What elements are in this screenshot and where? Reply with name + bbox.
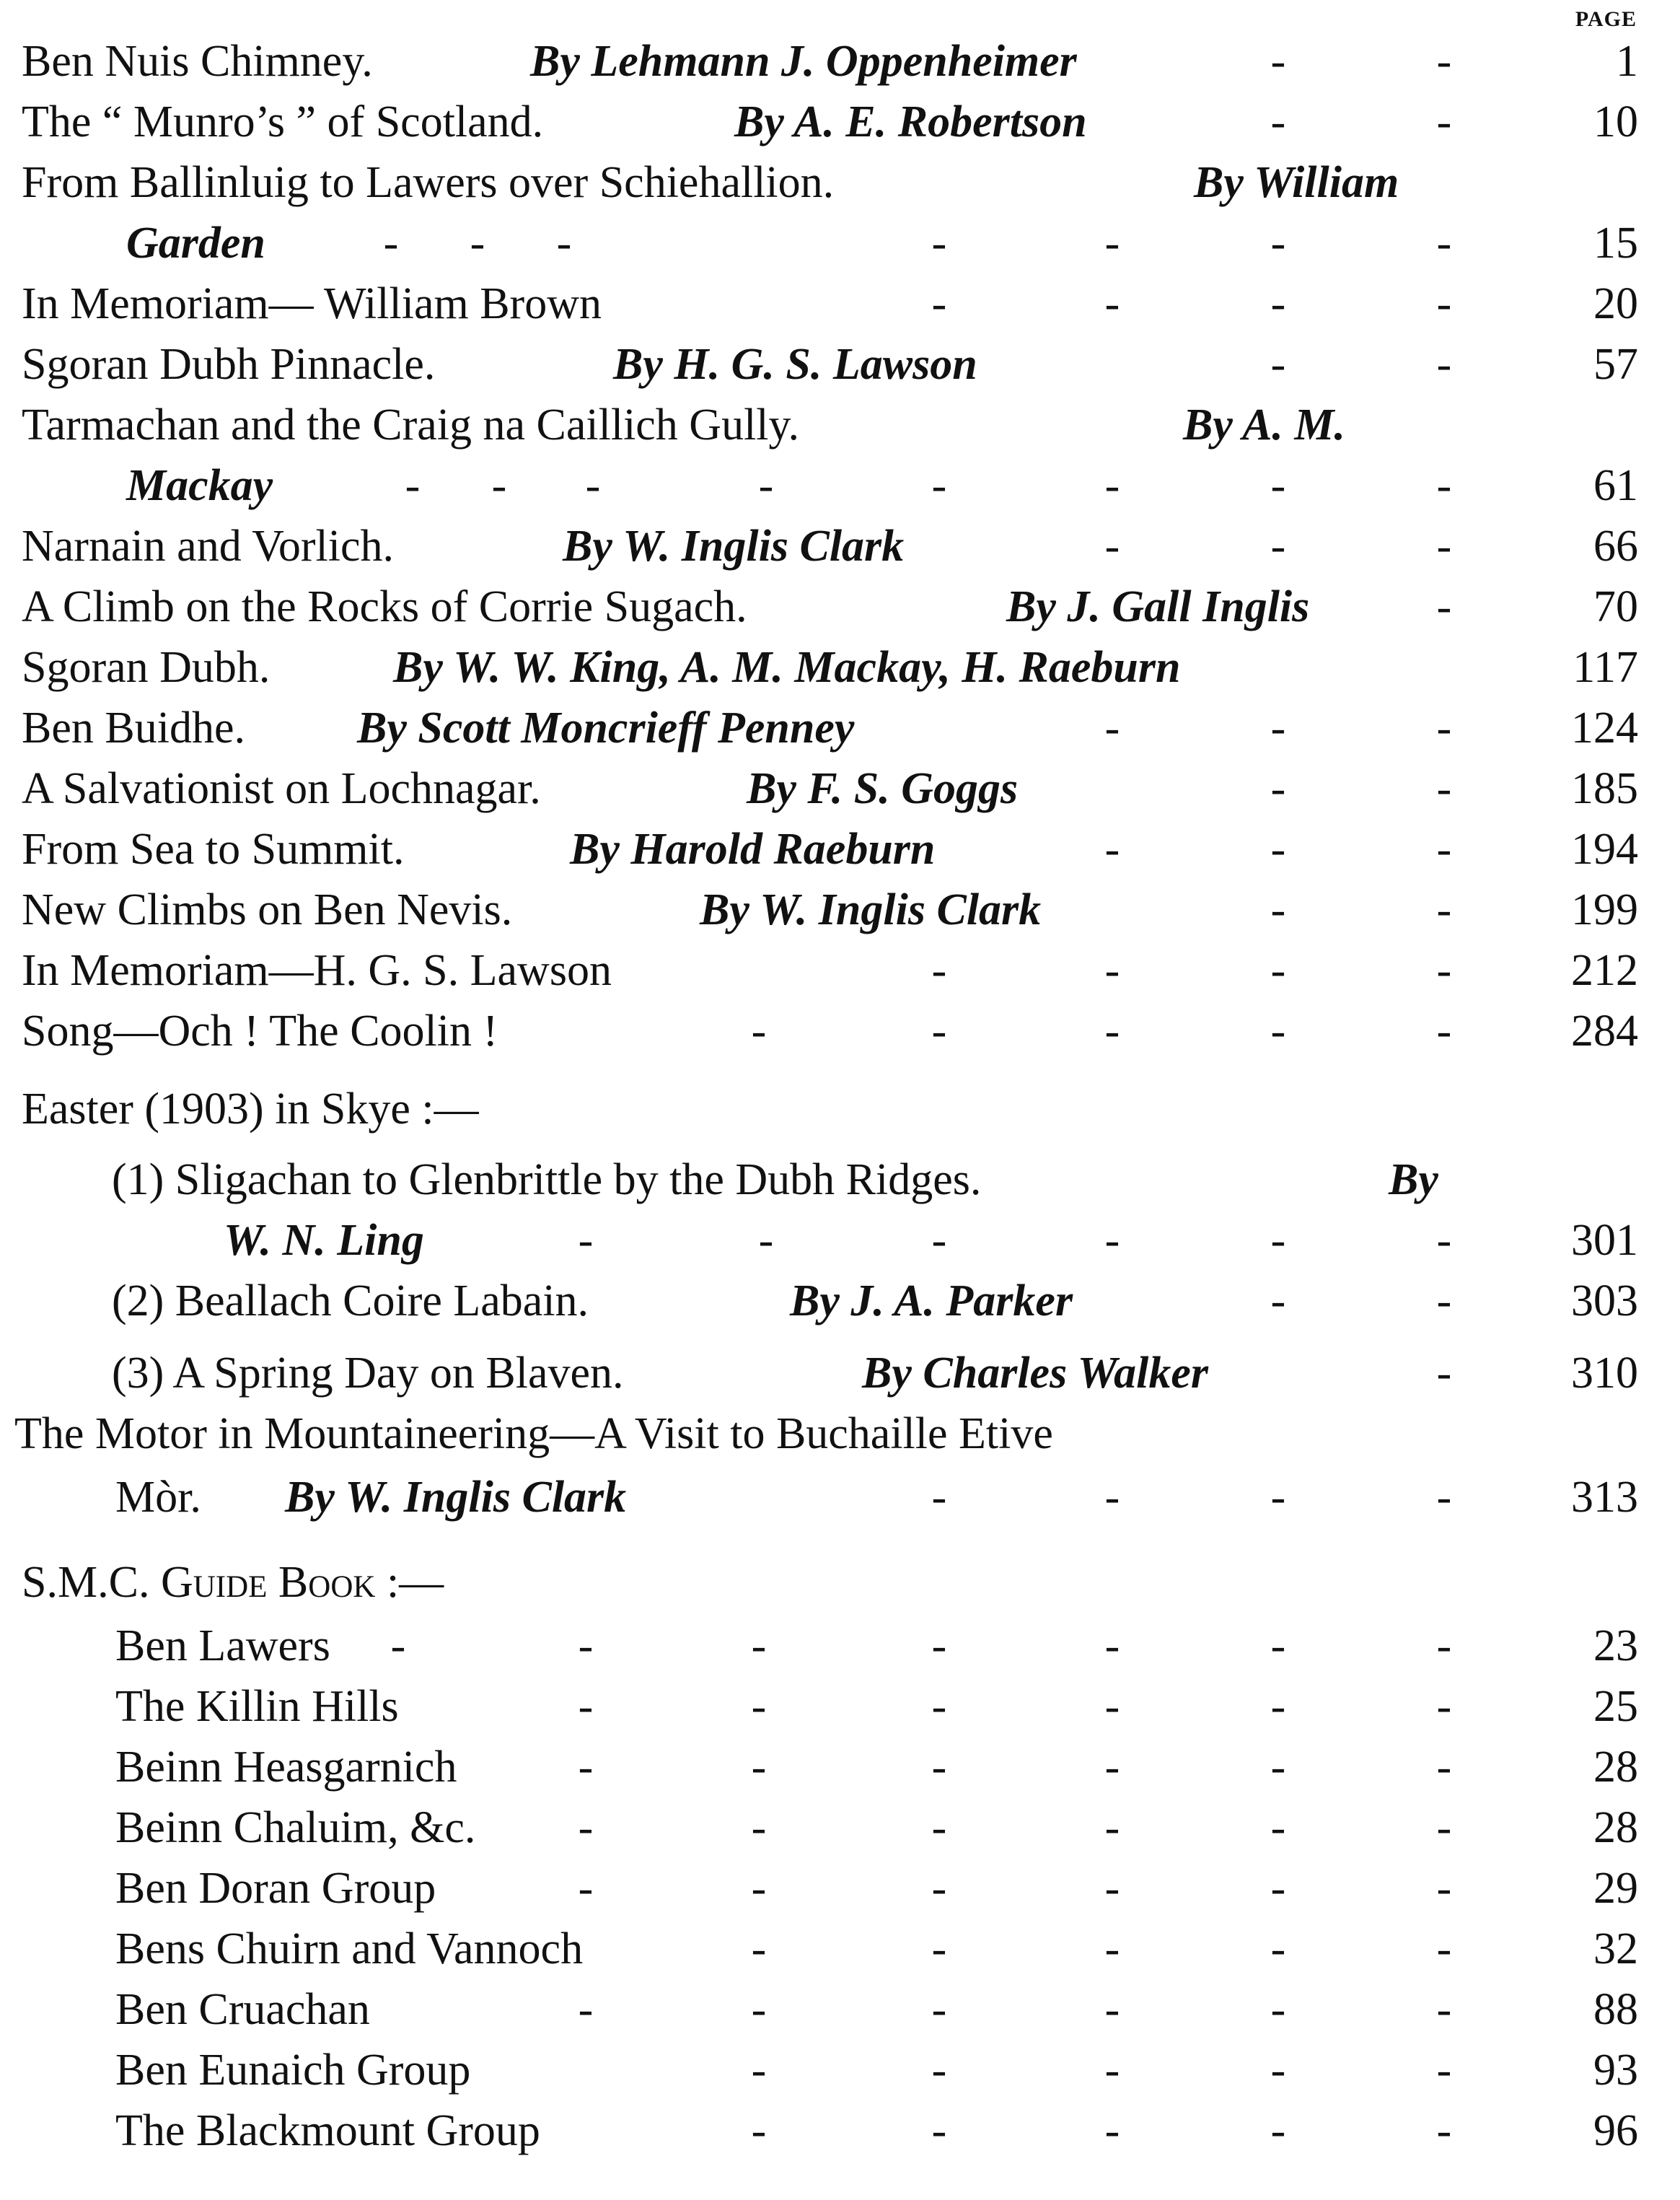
entry-title: New Climbs on Ben Nevis. (22, 885, 513, 934)
contents-entry: Ben Lawers - - - - - - - 23 (0, 1615, 1680, 1677)
contents-entry: Ben Nuis Chimney. By Lehmann J. Oppenheimer - - 1 (0, 30, 1680, 92)
entry-author: By W. W. King, A. M. Mackay, H. Raeburn (393, 643, 1181, 692)
entry-title: From Sea to Summit. (22, 825, 405, 874)
contents-entry: New Climbs on Ben Nevis. By W. Inglis Clark - - 199 (0, 879, 1680, 941)
entry-page: 88 (1593, 1985, 1638, 2034)
entry-author: By W. Inglis Clark (563, 522, 905, 571)
contents-entry (0, 1403, 1680, 1465)
entry-author: By Charles Walker (862, 1349, 1208, 1398)
entry-author: Mackay (126, 461, 273, 510)
entry-title: The Blackmount Group (115, 2106, 540, 2155)
contents-entry: From Sea to Summit. By Harold Raeburn - - - 194 (0, 818, 1680, 880)
contents-entry: W. N. Ling - - - - - - 301 (0, 1209, 1680, 1271)
entry-author: By W. Inglis Clark (285, 1473, 627, 1522)
contents-entry: Ben Doran Group - - - - - - 29 (0, 1857, 1680, 1919)
entry-page: 29 (1593, 1864, 1638, 1913)
entry-title: Ben Nuis Chimney. (22, 37, 373, 86)
entry-title: Ben Buidhe. (22, 704, 245, 753)
entry-title: S.M.C. Guide Book :— (22, 1558, 444, 1607)
contents-entry: The “ Munro’s ” of Scotland. By A. E. Robertson - - 10 (0, 91, 1680, 153)
entry-page: 66 (1593, 522, 1638, 571)
entry-page: 303 (1571, 1276, 1638, 1325)
entry-title: Beinn Heasgarnich (115, 1743, 457, 1792)
entry-page: 10 (1593, 97, 1638, 146)
contents-entry: Beinn Heasgarnich - - - - - - 28 (0, 1736, 1680, 1798)
entry-author: By H. G. S. Lawson (613, 340, 977, 389)
entry-page: 57 (1593, 340, 1638, 389)
entry-author: By A. M. (1183, 400, 1346, 450)
entry-author: By J. A. Parker (790, 1276, 1073, 1325)
entry-author: By William (1194, 158, 1399, 207)
entry-page: 15 (1593, 219, 1638, 268)
entry-title: Sgoran Dubh Pinnacle. (22, 340, 436, 389)
contents-entry: (2) Beallach Coire Labain. By J. A. Parker - - 303 (0, 1270, 1680, 1332)
entry-page: 28 (1593, 1803, 1638, 1852)
entry-page: 96 (1593, 2106, 1638, 2155)
entry-page: 32 (1593, 1924, 1638, 1973)
entry-page: 313 (1571, 1473, 1638, 1522)
contents-entry: Garden - - - - - - - 15 (0, 212, 1680, 274)
entry-title: Ben Eunaich Group (115, 2046, 471, 2095)
entry-title: Easter (1903) in Skye :— (22, 1084, 479, 1134)
contents-entry: Ben Buidhe. By Scott Moncrieff Penney - - - 124 (0, 697, 1680, 759)
contents-entry: Mòr. By W. Inglis Clark - - - - 313 (0, 1466, 1680, 1528)
entry-title: Song—Och ! The Coolin ! (22, 1007, 498, 1056)
entry-page: 310 (1571, 1349, 1638, 1398)
entry-page: 93 (1593, 2046, 1638, 2095)
entry-author: By W. Inglis Clark (700, 885, 1042, 934)
entry-page: 194 (1571, 825, 1638, 874)
contents-entry: The Blackmount Group - - - - - 96 (0, 2100, 1680, 2162)
contents-entry: Song—Och ! The Coolin ! - - - - - 284 (0, 1000, 1680, 1062)
entry-title: Tarmachan and the Craig na Caillich Gully. (22, 400, 800, 450)
entry-page: 20 (1593, 279, 1638, 328)
entry-title: Bens Chuirn and Vannoch (115, 1924, 584, 1973)
entry-title: (2) Beallach Coire Labain. (112, 1276, 589, 1325)
contents-entry: A Climb on the Rocks of Corrie Sugach. By J. Gall Inglis - 70 (0, 576, 1680, 638)
entry-author: By (1389, 1155, 1438, 1204)
entry-page: 117 (1573, 643, 1638, 692)
entry-page: 1 (1616, 37, 1638, 86)
entry-page: 61 (1593, 461, 1638, 510)
entry-title: (3) A Spring Day on Blaven. (112, 1349, 624, 1398)
section-heading (0, 1078, 1680, 1140)
contents-entry: Bens Chuirn and Vannoch - - - - - 32 (0, 1918, 1680, 1980)
entry-title: Beinn Chaluim, &c. (115, 1803, 476, 1852)
entry-author: W. N. Ling (224, 1216, 424, 1265)
entry-page: 23 (1593, 1621, 1638, 1670)
entry-title: Mòr. (115, 1473, 201, 1522)
entry-author: By A. E. Robertson (734, 97, 1087, 146)
entry-page: 70 (1593, 582, 1638, 631)
entry-title: From Ballinluig to Lawers over Schiehallion. (22, 158, 835, 207)
contents-entry: Ben Cruachan - - - - - - 88 (0, 1978, 1680, 2041)
entry-page: 25 (1593, 1682, 1638, 1731)
contents-entry: Mackay - - - - - - - - 61 (0, 455, 1680, 517)
entry-title: In Memoriam—H. G. S. Lawson (22, 946, 612, 995)
entry-title: In Memoriam— William Brown (22, 279, 602, 328)
contents-entry (0, 394, 1680, 456)
contents-entry (0, 636, 1680, 698)
entry-title: Ben Doran Group (115, 1864, 436, 1913)
section-heading (0, 1551, 1680, 1613)
contents-entry: In Memoriam— William Brown - - - - 20 (0, 273, 1680, 335)
entry-page: 301 (1571, 1216, 1638, 1265)
entry-author: By Harold Raeburn (570, 825, 936, 874)
entry-title: The Killin Hills (115, 1682, 399, 1731)
entry-title: Sgoran Dubh. (22, 643, 271, 692)
entry-page: 28 (1593, 1743, 1638, 1792)
entry-title: Ben Cruachan (115, 1985, 370, 2034)
entry-title: The “ Munro’s ” of Scotland. (22, 97, 544, 146)
contents-entry: In Memoriam—H. G. S. Lawson - - - - 212 (0, 939, 1680, 1002)
entry-page: 124 (1571, 704, 1638, 753)
contents-entry: Beinn Chaluim, &c. - - - - - - 28 (0, 1797, 1680, 1859)
contents-entry: (3) A Spring Day on Blaven. By Charles Walker - 310 (0, 1342, 1680, 1404)
entry-title: Ben Lawers (115, 1621, 330, 1670)
entry-page: 185 (1571, 764, 1638, 813)
entry-title: (1) Sligachan to Glenbrittle by the Dubh Ridges. (112, 1155, 982, 1204)
entry-author: By J. Gall Inglis (1006, 582, 1310, 631)
entry-page: 199 (1571, 885, 1638, 934)
page-column-header: PAGE (1575, 7, 1637, 31)
entry-author: Garden (126, 219, 265, 268)
entry-title: The Motor in Mountaineering—A Visit to Buchaille Etive (14, 1409, 1053, 1458)
contents-entry: Narnain and Vorlich. By W. Inglis Clark - - - 66 (0, 515, 1680, 577)
contents-entry: The Killin Hills - - - - - - 25 (0, 1675, 1680, 1737)
contents-entry (0, 1149, 1680, 1211)
entry-title: A Salvationist on Lochnagar. (22, 764, 541, 813)
entry-author: By F. S. Goggs (747, 764, 1019, 813)
entry-title: Narnain and Vorlich. (22, 522, 394, 571)
contents-entry (0, 152, 1680, 214)
contents-entry: Sgoran Dubh Pinnacle. By H. G. S. Lawson - - 57 (0, 333, 1680, 395)
contents-entry: Ben Eunaich Group - - - - - 93 (0, 2039, 1680, 2101)
entry-title: A Climb on the Rocks of Corrie Sugach. (22, 582, 747, 631)
entry-page: 284 (1571, 1007, 1638, 1056)
entry-page: 212 (1571, 946, 1638, 995)
contents-entry: A Salvationist on Lochnagar. By F. S. Goggs - - 185 (0, 758, 1680, 820)
entry-author: By Lehmann J. Oppenheimer (530, 37, 1077, 86)
entry-author: By Scott Moncrieff Penney (357, 704, 855, 753)
